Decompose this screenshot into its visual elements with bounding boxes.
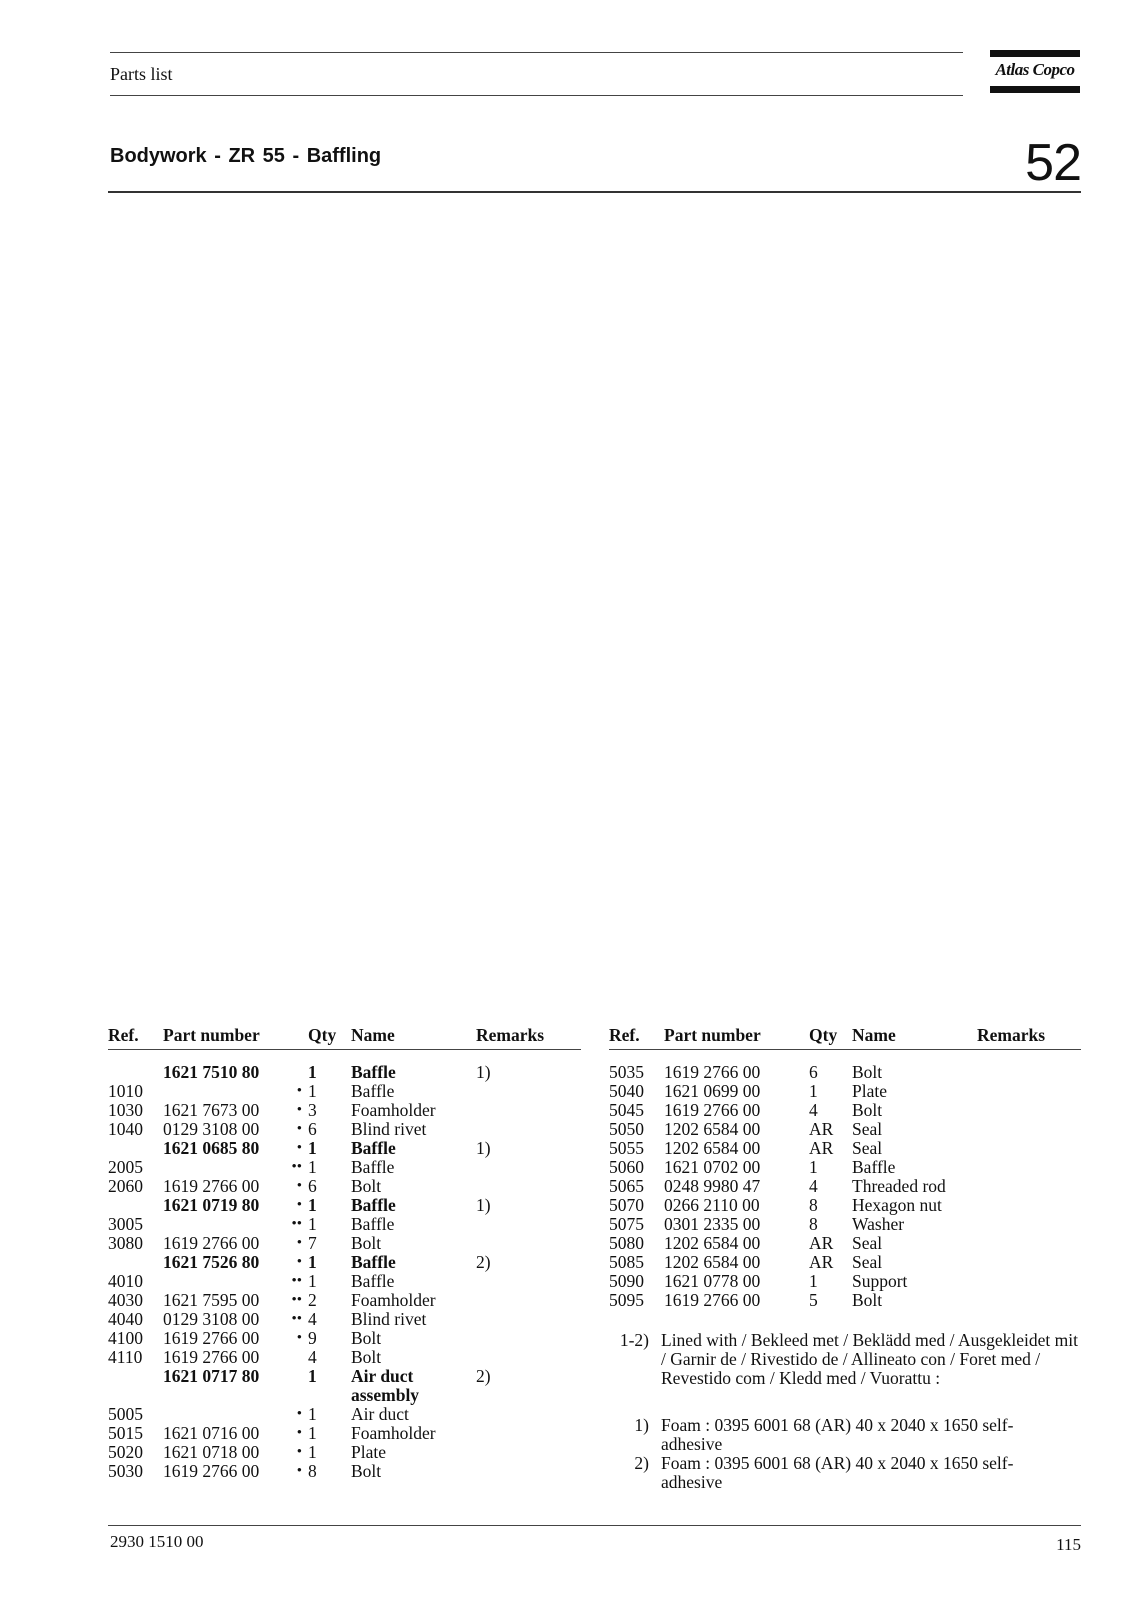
ref-cell: 1010: [108, 1081, 143, 1101]
ref-cell: 4100: [108, 1328, 143, 1348]
table-row: [108, 1367, 578, 1386]
table-row: [108, 1424, 578, 1443]
table-row: [609, 1120, 1079, 1139]
name-cell: Blind rivet: [351, 1309, 427, 1329]
remarks-cell: 2): [476, 1252, 491, 1272]
qty-cell: 9: [308, 1328, 317, 1348]
name-cell: Seal: [852, 1252, 883, 1272]
name-cell: Bolt: [852, 1062, 883, 1082]
name-cell: Baffle: [351, 1081, 395, 1101]
remarks-cell: 1): [476, 1138, 491, 1158]
part-number-cell: 1202 6584 00: [664, 1252, 761, 1272]
part-number-cell: 1621 0719 80: [163, 1195, 260, 1215]
col-remarks: Remarks: [476, 1025, 545, 1045]
part-number-cell: 1619 2766 00: [163, 1233, 260, 1253]
part-number-cell: 1621 7673 00: [163, 1100, 260, 1120]
indent-dots: ••: [291, 1273, 302, 1289]
col-part-number: Part number: [163, 1025, 260, 1045]
table-row: [108, 1101, 578, 1120]
section-number: 52: [1025, 134, 1081, 192]
table-row: [108, 1063, 578, 1082]
name-cell: Bolt: [852, 1100, 883, 1120]
part-number-cell: 0129 3108 00: [163, 1119, 260, 1139]
part-number-cell: 0266 2110 00: [664, 1195, 760, 1215]
qty-cell: AR: [809, 1233, 834, 1253]
table-row: [609, 1215, 1079, 1234]
remarks-cell: 2): [476, 1366, 491, 1386]
name-cell: Threaded rod: [852, 1176, 946, 1196]
qty-cell: 1: [308, 1062, 317, 1082]
remarks-cell: 1): [476, 1195, 491, 1215]
table-row: [108, 1139, 578, 1158]
qty-cell: 6: [308, 1176, 317, 1196]
table-row: [108, 1215, 578, 1234]
name-cell: Hexagon nut: [852, 1195, 942, 1215]
ref-cell: 5055: [609, 1138, 644, 1158]
name-cell: Seal: [852, 1233, 883, 1253]
ref-cell: 2060: [108, 1176, 143, 1196]
ref-cell: 5020: [108, 1442, 143, 1462]
note-key: 2): [634, 1453, 649, 1473]
logo-text: Atlas Copco: [995, 60, 1075, 79]
table-row: [609, 1196, 1079, 1215]
part-number-cell: 1619 2766 00: [664, 1100, 761, 1120]
qty-cell: 4: [809, 1100, 818, 1120]
ref-cell: 1040: [108, 1119, 143, 1139]
col-ref: Ref.: [609, 1025, 640, 1045]
part-number-cell: 1202 6584 00: [664, 1119, 761, 1139]
name-cell: Baffle: [351, 1195, 396, 1215]
part-number-cell: 1619 2766 00: [664, 1290, 761, 1310]
ref-cell: 4040: [108, 1309, 143, 1329]
qty-cell: 1: [308, 1423, 317, 1443]
illustration-area: [108, 200, 1081, 1000]
qty-cell: 7: [308, 1233, 317, 1253]
table-row: [609, 1082, 1079, 1101]
col-name: Name: [852, 1025, 896, 1045]
ref-cell: 3005: [108, 1214, 143, 1234]
name-cell: Support: [852, 1271, 908, 1291]
ref-cell: 5090: [609, 1271, 644, 1291]
col-name: Name: [351, 1025, 395, 1045]
col-qty: Qty: [308, 1025, 337, 1045]
part-number-cell: 1621 0778 00: [664, 1271, 761, 1291]
name-cell: Foamholder: [351, 1100, 436, 1120]
qty-cell: 4: [809, 1176, 818, 1196]
ref-cell: 5050: [609, 1119, 644, 1139]
name-cell: Foamholder: [351, 1290, 436, 1310]
table-row: [609, 1234, 1079, 1253]
indent-dots: •: [296, 1140, 302, 1156]
table-row: [108, 1291, 578, 1310]
qty-cell: 1: [809, 1157, 818, 1177]
ref-cell: 1030: [108, 1100, 143, 1120]
part-number-cell: 1619 2766 00: [664, 1062, 761, 1082]
name-cell: Air duct: [351, 1404, 409, 1424]
table-header-rule: [108, 1049, 581, 1050]
part-number-cell: 1619 2766 00: [163, 1461, 260, 1481]
ref-cell: 3080: [108, 1233, 143, 1253]
ref-cell: 5065: [609, 1176, 644, 1196]
part-number-cell: 1621 7510 80: [163, 1062, 260, 1082]
qty-cell: 4: [308, 1347, 317, 1367]
col-part-number: Part number: [664, 1025, 761, 1045]
indent-dots: •: [296, 1178, 302, 1194]
note-key: 1): [634, 1415, 649, 1435]
table-header: [609, 1025, 1081, 1047]
table-row: [108, 1177, 578, 1196]
name-cell: Foamholder: [351, 1423, 436, 1443]
indent-dots: •: [296, 1330, 302, 1346]
table-row: [108, 1386, 578, 1405]
part-number-cell: 1619 2766 00: [163, 1328, 260, 1348]
title-rule: [108, 191, 1081, 193]
qty-cell: 1: [809, 1081, 818, 1101]
table-header: [108, 1025, 581, 1047]
indent-dots: •: [296, 1406, 302, 1422]
footer-page-number: 115: [1056, 1535, 1081, 1554]
ref-cell: 5085: [609, 1252, 644, 1272]
header-label: Parts list: [110, 64, 173, 84]
part-number-cell: 1621 7526 80: [163, 1252, 260, 1272]
col-ref: Ref.: [108, 1025, 139, 1045]
qty-cell: 8: [809, 1195, 818, 1215]
qty-cell: 1: [308, 1404, 317, 1424]
table-row: [609, 1158, 1079, 1177]
part-number-cell: 1619 2766 00: [163, 1176, 260, 1196]
indent-dots: •: [296, 1444, 302, 1460]
indent-dots: ••: [291, 1292, 302, 1308]
part-number-cell: 0129 3108 00: [163, 1309, 260, 1329]
parts-table-left: [108, 1025, 581, 1485]
table-row: [108, 1310, 578, 1329]
part-number-cell: 1621 0685 80: [163, 1138, 260, 1158]
note-text: Lined with / Bekleed met / Beklädd med / Ausgekleidet mit / Garnir de / Rivestido de / Allineato con / Foret med / Revestido com / Kledd med / Vuorattu :: [661, 1330, 1079, 1388]
name-cell: Baffle: [351, 1157, 395, 1177]
ref-cell: 4110: [108, 1347, 143, 1367]
ref-cell: 5035: [609, 1062, 644, 1082]
parts-table-right: [609, 1025, 1081, 1495]
part-number-cell: 1619 2766 00: [163, 1347, 260, 1367]
qty-cell: 1: [308, 1271, 317, 1291]
indent-dots: •: [296, 1197, 302, 1213]
name-cell: Bolt: [351, 1233, 382, 1253]
indent-dots: ••: [291, 1311, 302, 1327]
qty-cell: 6: [809, 1062, 818, 1082]
part-number-cell: 1621 7595 00: [163, 1290, 260, 1310]
ref-cell: 5040: [609, 1081, 644, 1101]
indent-dots: •: [296, 1121, 302, 1137]
ref-cell: 5030: [108, 1461, 143, 1481]
part-number-cell: 1202 6584 00: [664, 1233, 761, 1253]
header-bottom-rule: [110, 95, 963, 96]
ref-cell: 5075: [609, 1214, 644, 1234]
qty-cell: 1: [809, 1271, 818, 1291]
qty-cell: 8: [809, 1214, 818, 1234]
qty-cell: 4: [308, 1309, 317, 1329]
name-cell: assembly: [351, 1385, 420, 1405]
table-row: [108, 1196, 578, 1215]
name-cell: Plate: [852, 1081, 887, 1101]
name-cell: Bolt: [351, 1176, 382, 1196]
name-cell: Baffle: [351, 1252, 396, 1272]
indent-dots: •: [296, 1083, 302, 1099]
qty-cell: 1: [308, 1214, 317, 1234]
qty-cell: AR: [809, 1252, 834, 1272]
table-row: [609, 1272, 1079, 1291]
table-row: [609, 1063, 1079, 1082]
table-row: [609, 1253, 1079, 1272]
name-cell: Bolt: [351, 1328, 382, 1348]
name-cell: Bolt: [351, 1347, 382, 1367]
ref-cell: 5070: [609, 1195, 644, 1215]
footer-rule: [108, 1525, 1081, 1526]
name-cell: Bolt: [852, 1290, 883, 1310]
table-row: [609, 1139, 1079, 1158]
table-row: [108, 1234, 578, 1253]
part-number-cell: 0301 2335 00: [664, 1214, 761, 1234]
footer-doc-number: 2930 1510 00: [110, 1532, 204, 1551]
name-cell: Air duct: [351, 1366, 414, 1386]
part-number-cell: 1621 0699 00: [664, 1081, 761, 1101]
name-cell: Plate: [351, 1442, 386, 1462]
table-row: [108, 1253, 578, 1272]
note-key: 1-2): [619, 1330, 649, 1350]
name-cell: Baffle: [351, 1062, 396, 1082]
name-cell: Bolt: [351, 1461, 382, 1481]
ref-cell: 2005: [108, 1157, 143, 1177]
name-cell: Seal: [852, 1119, 883, 1139]
name-cell: Baffle: [852, 1157, 896, 1177]
ref-cell: 5095: [609, 1290, 644, 1310]
part-number-cell: 0248 9980 47: [664, 1176, 761, 1196]
table-row: [108, 1462, 578, 1481]
table-row: [108, 1405, 578, 1424]
part-number-cell: 1621 0718 00: [163, 1442, 260, 1462]
table-row: [609, 1101, 1079, 1120]
remarks-cell: 1): [476, 1062, 491, 1082]
table-row: [108, 1329, 578, 1348]
ref-cell: 5060: [609, 1157, 644, 1177]
col-qty: Qty: [809, 1025, 838, 1045]
qty-cell: 8: [308, 1461, 317, 1481]
name-cell: Baffle: [351, 1214, 395, 1234]
indent-dots: •: [296, 1235, 302, 1251]
name-cell: Baffle: [351, 1271, 395, 1291]
ref-cell: 5045: [609, 1100, 644, 1120]
qty-cell: 3: [308, 1100, 317, 1120]
qty-cell: 1: [308, 1138, 317, 1158]
qty-cell: 1: [308, 1195, 317, 1215]
qty-cell: 1: [308, 1442, 317, 1462]
part-number-cell: 1621 0717 80: [163, 1366, 260, 1386]
ref-cell: 4010: [108, 1271, 143, 1291]
table-row: [108, 1348, 578, 1367]
table-row: [108, 1082, 578, 1101]
table-header-rule: [609, 1049, 1081, 1050]
table-row: [108, 1272, 578, 1291]
note-text: Foam : 0395 6001 68 (AR) 40 x 2040 x 1650 self-adhesive: [661, 1453, 1014, 1492]
ref-cell: 5080: [609, 1233, 644, 1253]
ref-cell: 4030: [108, 1290, 143, 1310]
atlas-copco-logo: [990, 50, 1080, 94]
page-title: Bodywork - ZR 55 - Baffling: [110, 145, 382, 167]
table-row: [108, 1120, 578, 1139]
indent-dots: ••: [291, 1159, 302, 1175]
qty-cell: 1: [308, 1252, 317, 1272]
part-number-cell: 1202 6584 00: [664, 1138, 761, 1158]
indent-dots: •: [296, 1254, 302, 1270]
name-cell: Seal: [852, 1138, 883, 1158]
qty-cell: AR: [809, 1119, 834, 1139]
table-row: [609, 1177, 1079, 1196]
part-number-cell: 1621 0702 00: [664, 1157, 761, 1177]
indent-dots: ••: [291, 1216, 302, 1232]
qty-cell: AR: [809, 1138, 834, 1158]
name-cell: Baffle: [351, 1138, 396, 1158]
ref-cell: 5005: [108, 1404, 143, 1424]
indent-dots: •: [296, 1102, 302, 1118]
qty-cell: 6: [308, 1119, 317, 1139]
header-top-rule: [110, 52, 963, 53]
ref-cell: 5015: [108, 1423, 143, 1443]
table-row: [609, 1291, 1079, 1310]
name-cell: Washer: [852, 1214, 905, 1234]
qty-cell: 2: [308, 1290, 317, 1310]
qty-cell: 1: [308, 1157, 317, 1177]
qty-cell: 5: [809, 1290, 818, 1310]
qty-cell: 1: [308, 1366, 317, 1386]
table-row: [108, 1443, 578, 1462]
part-number-cell: 1621 0716 00: [163, 1423, 260, 1443]
qty-cell: 1: [308, 1081, 317, 1101]
table-row: [108, 1158, 578, 1177]
indent-dots: •: [296, 1425, 302, 1441]
note-text: Foam : 0395 6001 68 (AR) 40 x 2040 x 1650 self-adhesive: [661, 1415, 1014, 1454]
name-cell: Blind rivet: [351, 1119, 427, 1139]
col-remarks: Remarks: [977, 1025, 1046, 1045]
indent-dots: •: [296, 1463, 302, 1479]
